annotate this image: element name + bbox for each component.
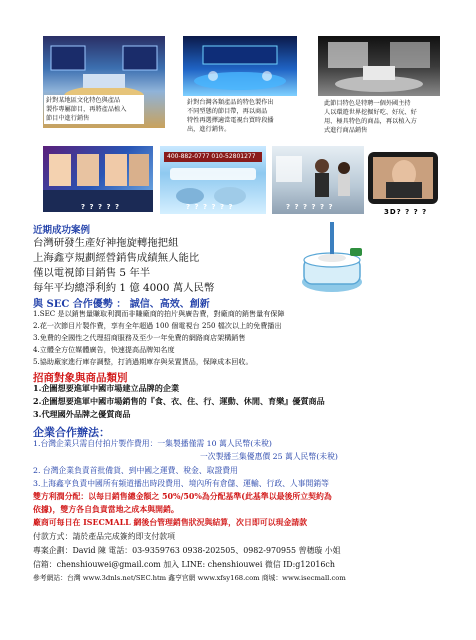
success-line-2: 上海鑫亨規劃經營銷售成績無人能比 <box>33 252 200 264</box>
tablet-photo-7 <box>364 144 442 220</box>
photo-4-marks: ? ? ? ? ? <box>81 203 121 211</box>
hotline-numbers: 400-882-0777 010-52801277 <box>167 153 256 160</box>
photo-5-marks: ? ? ? ? ? ? <box>186 203 234 211</box>
caption-taiwan-products: 針對台灣各類產品的特色製作出 不同型態的節目帶，再以商品 特性再選擇適當電視台買時段播 出，進行銷售。 <box>185 97 305 135</box>
tv-studio-photo-2 <box>183 36 297 96</box>
success-line-1: 台灣研發生產好神拖旋轉拖把組 <box>33 237 179 249</box>
photo-7-marks: 3D? ? ? ? <box>384 208 428 216</box>
reference-sites: 參考網站：台灣 www.3dnls.net/SEC.htm 鑫亨官網 www.xfsy168.com 商城：www.isecmall.com <box>33 574 346 582</box>
spin-mop-product-photo <box>292 218 372 296</box>
caption-foreign-host: 此節目特色是特聘一個外國主持 人以環遊世界挖掘好吃、好玩、好 用、極具特色的商品，再以植入方 式進行商品銷售 <box>322 98 446 136</box>
success-line-4: 每年平均總淨利約 1 億 4000 萬人民幣 <box>33 282 215 294</box>
advantage-item-1: 1.SEC 是以銷售量賺取利潤而非賺廠商的拍片與廣告費，對廠商的銷售量有保障 <box>33 309 285 318</box>
cooperation-line-3: 3.上海鑫亨負責中國所有頻道播出時段費用、境內所有倉儲、運輸、行政、人事開銷等 <box>33 479 329 488</box>
cooperation-line-1b: 一次製播三集優惠價 25 萬人民幣(未稅) <box>200 452 338 461</box>
advantage-item-3: 3.免費的全國性之代理招商服務及至少一年免費的網路商店架構銷售 <box>33 333 246 342</box>
advantage-item-4: 4.立體全方位媒體廣告，快速提高品牌知名度 <box>33 345 175 354</box>
cooperation-line-1: 1.台灣企業只需自付拍片製作費用：一集製播僅需 10 萬人民幣(未稅) <box>33 439 272 448</box>
contact-email-line: 信箱：chenshiouwei@gmail.com 加入 LINE: chenshiouwei 微信 ID:g12016ch <box>33 560 335 569</box>
contact-person: 專案企劃：David 陳 電話：03-9359763 0938-202505、0982-970955 曾穗璇 小姐 <box>33 546 341 555</box>
profit-split-line-2: 依據)，雙方各自負責當地之成本與開銷。 <box>33 505 179 514</box>
success-heading: 近期成功案例 <box>33 225 91 236</box>
settlement-line: 廠商可每日在 ISECMALL 網後台管理銷售狀況與結算，次日即可以現金請款 <box>33 518 308 527</box>
tv-studio-photo-3 <box>318 36 440 96</box>
caption-regional: 針對某地區文化特色與產品 製作專屬節目，再將產品植入 節目中進行銷售 <box>44 95 144 124</box>
profit-split-line-1: 雙方利潤分配：以每日銷售總金額之 50%/50%為分配基準(此基準以最後所立契約為 <box>33 492 332 501</box>
target-item-2: 2.企圖想要進軍中國市場銷售的『食、衣、住、行、運動、休閒、育樂』優質商品 <box>33 396 325 406</box>
targets-heading: 招商對象與商品類別 <box>33 372 128 384</box>
success-line-3: 僅以電視節目銷售 5 年半 <box>33 267 151 279</box>
cooperation-heading: 企業合作辦法： <box>33 426 110 439</box>
target-item-3: 3.代理國外品牌之優質商品 <box>33 409 131 419</box>
payment-method: 付款方式：請於產品完成簽約即支付款項 <box>33 532 176 541</box>
advantages-heading: 與 SEC 合作優勢 ： 誠信、高效、創新 <box>33 299 210 310</box>
cooperation-line-2: 2. 台灣企業負責首批備貨、到中國之運費、稅金、取證費用 <box>33 466 238 475</box>
advantage-item-5: 5.協助廠家進行庫存調整，打消過期庫存與呆置貨品，保障成本回收。 <box>33 357 253 366</box>
tv-show-photo-4 <box>43 146 153 212</box>
photo-6-marks: ? ? ? ? ? ? <box>286 203 334 211</box>
tv-show-photo-5 <box>160 146 266 214</box>
tv-show-photo-6 <box>272 146 364 214</box>
advantage-item-2: 2.花一次節目片製作費，享有全年超過 100 個電視台 250 檔次以上的免費播出 <box>33 321 282 330</box>
target-item-1: 1.企圖想要進軍中國市場建立品牌的企業 <box>33 383 180 393</box>
